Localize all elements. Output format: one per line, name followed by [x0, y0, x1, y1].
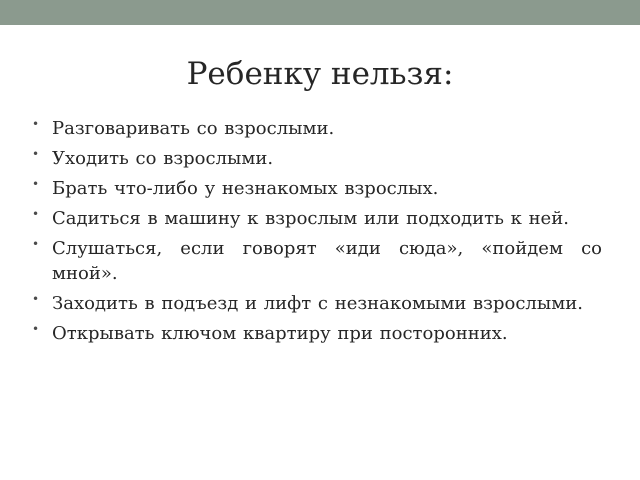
bullet-icon: • [32, 322, 40, 336]
bullet-icon: • [32, 237, 40, 251]
list-item-text: Уходить со взрослыми. [52, 148, 274, 169]
list-item-text: Брать что-либо у незнакомых взрослых. [52, 178, 439, 199]
list-item-text: Разговаривать со взрослыми. [52, 118, 335, 139]
bullet-icon: • [32, 147, 40, 161]
list-item [30, 291, 602, 316]
bullet-icon: • [32, 207, 40, 221]
list-item [30, 116, 602, 141]
bullet-icon: • [32, 177, 40, 191]
list-item [30, 236, 602, 286]
list-item-text: Садиться в машину к взрослым или подходить к ней. [52, 208, 569, 229]
list-item [30, 146, 602, 171]
slide-title: Ребенку нельзя: [186, 56, 454, 92]
top-decorative-band [0, 0, 640, 25]
bullet-icon: • [32, 292, 40, 306]
list-item-text: Заходить в подъезд и лифт с незнакомыми взрослыми. [52, 293, 583, 314]
list-item [30, 321, 602, 346]
list-item-text: Открывать ключом квартиру при посторонних. [52, 323, 508, 344]
bullet-list [30, 116, 602, 351]
list-item [30, 176, 602, 201]
list-item [30, 206, 602, 231]
bullet-icon: • [32, 117, 40, 131]
list-item-text: Слушаться, если говорят «иди сюда», «пойдем со мной». [52, 238, 602, 284]
